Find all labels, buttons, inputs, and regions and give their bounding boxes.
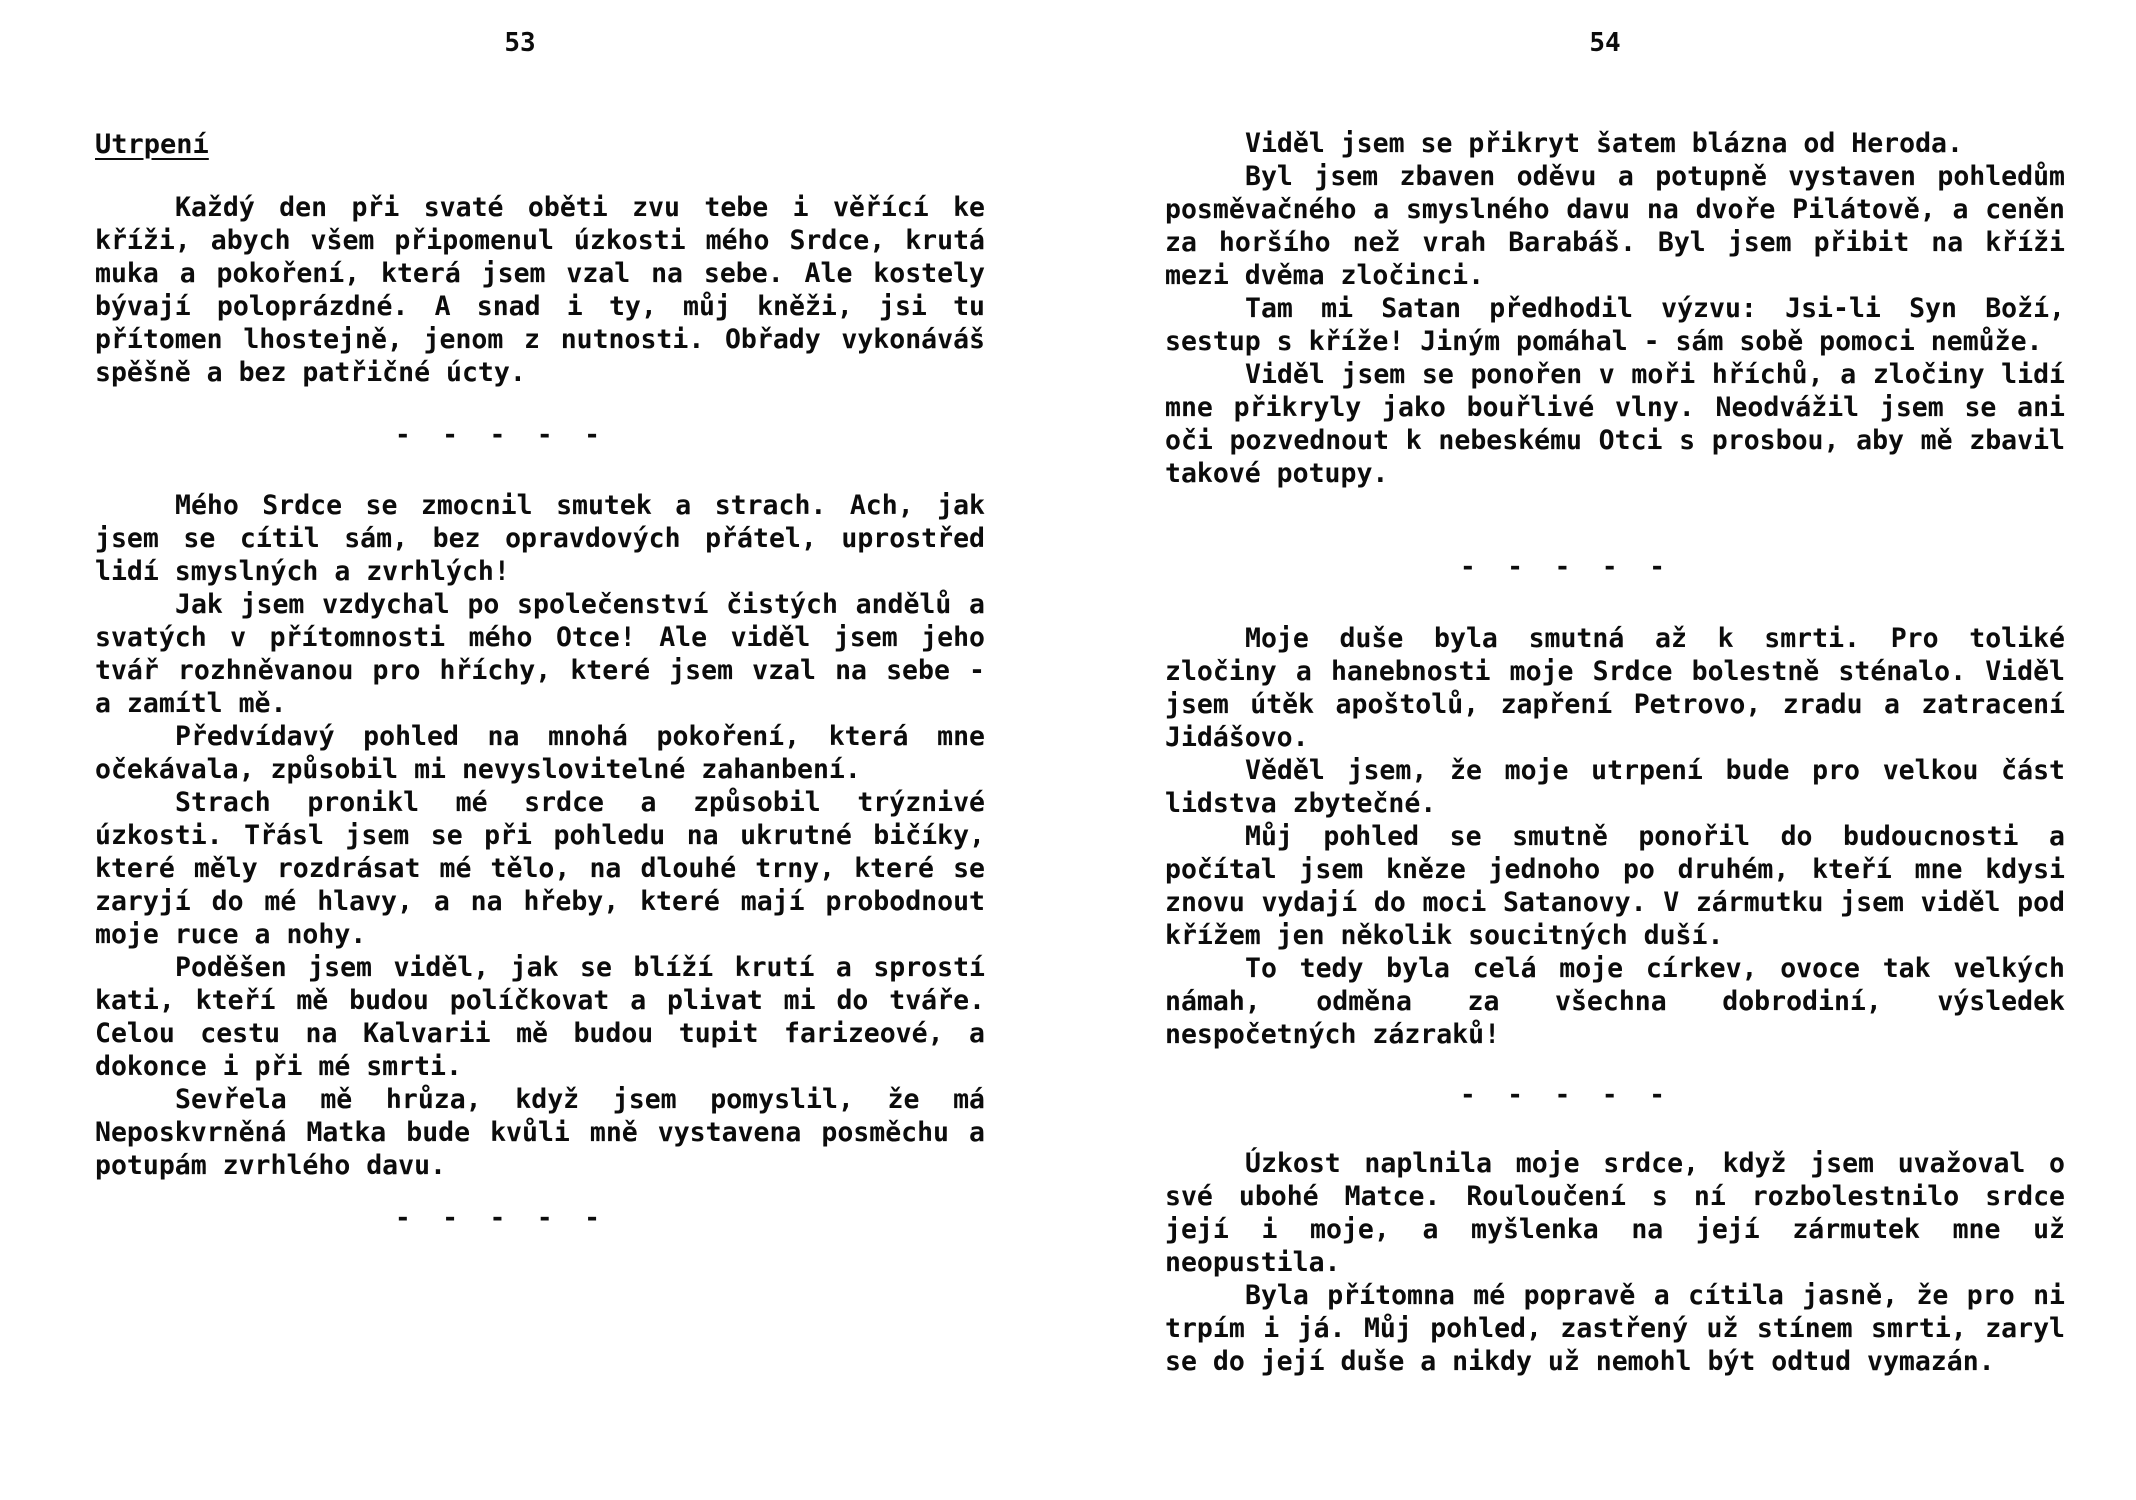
paragraph: Byl jsem zbaven oděvu a potupně vystaven pohledům posměvačného a smyslného davu na dvoře Pilátově, a ceněn za horšího než vrah Barabáš. Byl jsem přibit na kříži mezi dvěma zločinci. bbox=[1165, 161, 2065, 291]
right-page bbox=[1165, 0, 2065, 1500]
paragraph: Úzkost naplnila moje srdce, když jsem uvažoval o své ubohé Matce. Rouloučení s ní rozbolestnilo srdce její i moje, a myšlenka na její zármutek mne už neopustila. bbox=[1165, 1148, 2065, 1278]
paragraph: Tam mi Satan předhodil výzvu: Jsi-li Syn Boží, sestup s kříže! Jiným pomáhal - sám sobě pomoci nemůže. bbox=[1165, 293, 2065, 357]
section-separator: - - - - - bbox=[395, 420, 608, 450]
paragraph: Sevřela mě hrůza, když jsem pomyslil, že má Neposkvrněná Matka bude kvůli mně vystavena posměchu a potupám zvrhlého davu. bbox=[95, 1084, 985, 1181]
left-section-2 bbox=[95, 489, 985, 1182]
section-separator: - - - - - bbox=[395, 1203, 608, 1233]
chapter-title: Utrpení bbox=[95, 129, 209, 160]
paragraph: Věděl jsem, že moje utrpení bude pro velkou část lidstva zbytečné. bbox=[1165, 755, 2065, 819]
paragraph: Poděšen jsem viděl, jak se blíží krutí a sprostí kati, kteří mě budou políčkovat a plivat mi do tváře. Celou cestu na Kalvarii mě budou tupit farizeové, a dokonce i při mé smrti. bbox=[95, 952, 985, 1082]
paragraph: To tedy byla celá moje církev, ovoce tak velkých námah, odměna za všechna dobrodiní, výsledek nespočetných zázraků! bbox=[1165, 953, 2065, 1050]
left-section-1 bbox=[95, 191, 985, 389]
paragraph: Strach pronikl mé srdce a způsobil trýznivé úzkosti. Třásl jsem se při pohledu na ukrutné bičíky, které měly rozdrásat mé tělo, na dlouhé trny, které se zaryjí do mé hlavy, a na hřeby, které mají probodnout moje ruce a nohy. bbox=[95, 787, 985, 950]
section-separator: - - - - - bbox=[1460, 552, 1673, 582]
paragraph: Byla přítomna mé popravě a cítila jasně, že pro ni trpím i já. Můj pohled, zastřený už stínem smrti, zaryl se do její duše a nikdy už nemohl být odtud vymazán. bbox=[1165, 1280, 2065, 1377]
paragraph: Moje duše byla smutná až k smrti. Pro toliké zločiny a hanebnosti moje Srdce bolestně sténalo. Viděl jsem útěk apoštolů, zapření Petrovo, zradu a zatracení Jidášovo. bbox=[1165, 623, 2065, 753]
page-number-right: 54 bbox=[1589, 28, 1621, 58]
page-number-left: 53 bbox=[504, 28, 536, 58]
paragraph: Každý den při svaté oběti zvu tebe i věřící ke kříži, abych všem připomenul úzkosti mého Srdce, krutá muka a pokoření, která jsem vzal na sebe. Ale kostely bývají poloprázdné. A snad i ty, můj kněži, jsi tu přítomen lhostejně, jenom z nutnosti. Obřady vykonáváš spěšně a bez patřičné úcty. bbox=[95, 192, 985, 388]
left-page bbox=[95, 0, 985, 1500]
right-section-1 bbox=[1165, 127, 2065, 490]
right-section-2 bbox=[1165, 622, 2065, 1051]
right-section-3 bbox=[1165, 1147, 2065, 1378]
section-separator: - - - - - bbox=[1460, 1080, 1673, 1110]
paragraph: Předvídavý pohled na mnohá pokoření, která mne očekávala, způsobil mi nevyslovitelné zahanbení. bbox=[95, 721, 985, 785]
paragraph: Můj pohled se smutně ponořil do budoucnosti a počítal jsem kněze jednoho po druhém, kteří mne kdysi znovu vydají do moci Satanovy. V zármutku jsem viděl pod křížem jen několik soucitných duší. bbox=[1165, 821, 2065, 951]
paragraph: Viděl jsem se ponořen v moři hříchů, a zločiny lidí mne přikryly jako bouřlivé vlny. Neodvážil jsem se ani oči pozvednout k nebeskému Otci s prosbou, aby mě zbavil takové potupy. bbox=[1165, 359, 2065, 489]
paragraph: Viděl jsem se přikryt šatem blázna od Heroda. bbox=[1245, 128, 1963, 159]
paragraph: Jak jsem vzdychal po společenství čistých andělů a svatých v přítomnosti mého Otce! Ale viděl jsem jeho tvář rozhněvanou pro hříchy, které jsem vzal na sebe - a zamítl mě. bbox=[95, 589, 985, 719]
paragraph: Mého Srdce se zmocnil smutek a strach. Ach, jak jsem se cítil sám, bez opravdových přátel, uprostřed lidí smyslných a zvrhlých! bbox=[95, 490, 985, 587]
